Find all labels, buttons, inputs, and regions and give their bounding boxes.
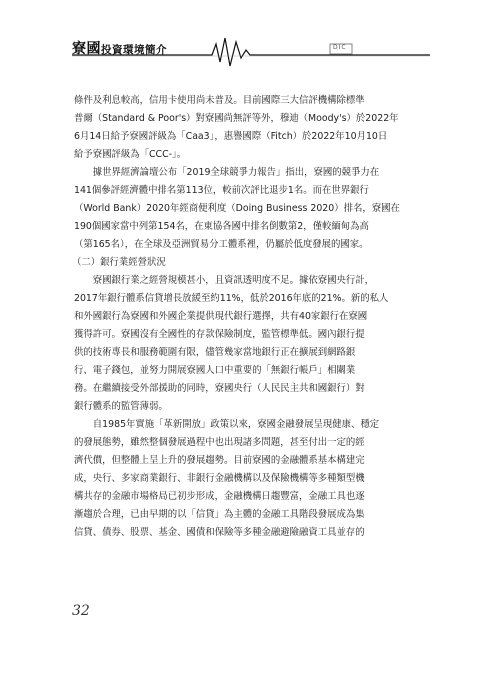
text-line: 自1985年實施「革新開放」政策以來，寮國金融發展呈現健康、穩定 [92, 419, 380, 430]
text-line: 給予寮國評級為「CCC-」。 [74, 149, 187, 160]
text-line: 務。在繼續接受外部援助的同時，寮國央行（人民民主共和國銀行）對 [74, 383, 365, 394]
header-decoration [0, 0, 480, 70]
paragraph [74, 92, 412, 164]
text-line: 獲得許可。寮國沒有全國性的存款保險制度，監管標準低。國內銀行提 [74, 329, 365, 340]
text-line: 141個參評經濟體中排名第113位，較前次評比退步1名。而在世界銀行 [74, 185, 369, 196]
text-line: 信貸、債券、股票、基金、國債和保險等多種金融避險融資工具並存的 [74, 527, 365, 538]
text-line: 條件及利息較高，信用卡使用尚未普及。目前國際三大信評機構除標準 [74, 95, 365, 106]
header-title-main: 寮國 [72, 41, 101, 57]
text-line: 6月14日給予寮國評級為「Caa3」，惠譽國際（Fitch）於2022年10月10日 [74, 131, 388, 142]
paragraph [74, 164, 412, 254]
page-header [0, 0, 480, 70]
paragraph [74, 272, 412, 416]
header-title-sub: 投資環境簡介 [101, 44, 167, 56]
text-line: 的發展態勢，雖然整個發展過程中也出現諸多問題，甚至付出一定的經 [74, 437, 365, 448]
text-line: 和外國銀行為寮國和外國企業提供現代銀行選擇，共有40家銀行在寮國 [74, 311, 368, 322]
text-line: 寮國銀行業之經營規模甚小，且資訊透明度不足。據依寮國央行計， [92, 275, 375, 286]
section-heading: （二）銀行業經營狀況 [72, 257, 166, 268]
text-line: 行、電子錢包，並努力開展寮國人口中重要的「無銀行帳戶」相關業 [74, 365, 356, 376]
text-line: 漸趨於合理，已由早期的以「信貸」為主體的金融工具階段發展成為集 [74, 509, 365, 520]
text-line: 濟代價，但整體上呈上升的發展趨勢。目前寮國的金融體系基本構建完 [74, 455, 365, 466]
text-line: 成，央行、多家商業銀行、非銀行金融機構以及保險機構等多種類型機 [74, 473, 365, 484]
text-line: （第165名），在全球及亞洲貿易分工體系裡，仍屬於低度發展的國家。 [74, 239, 369, 250]
header-logo-text: DIC [333, 44, 347, 51]
header-title [72, 38, 167, 58]
text-line: 2017年銀行體系信貸增長放緩至約11%，低於2016年底的21%。新的私人 [74, 293, 389, 304]
text-line: 銀行體系的監管薄弱。 [74, 401, 168, 412]
text-line: 普爾（Standard & Poor's）對寮國尚無評等外，穆迪（Moody's）於2022年 [74, 113, 399, 124]
paragraph [74, 416, 412, 542]
document-body [74, 92, 412, 542]
page-number: 32 [72, 603, 90, 619]
text-line: 供的技術專長和服務範圍有限，儘管幾家當地銀行正在擴展到網路銀 [74, 347, 356, 358]
text-line: 構共存的金融市場格局已初步形成，金融機構日趨豐富，金融工具也逐 [74, 491, 365, 502]
text-line: （World Bank）2020年經商便利度（Doing Business 2020）排名，寮國在 [74, 203, 400, 214]
text-line: 190個國家當中列第154名，在東協各國中排名倒數第2，僅較緬甸為高 [74, 221, 369, 232]
text-line: 據世界經濟論壇公布「2019全球競爭力報告」指出，寮國的競爭力在 [92, 167, 380, 178]
